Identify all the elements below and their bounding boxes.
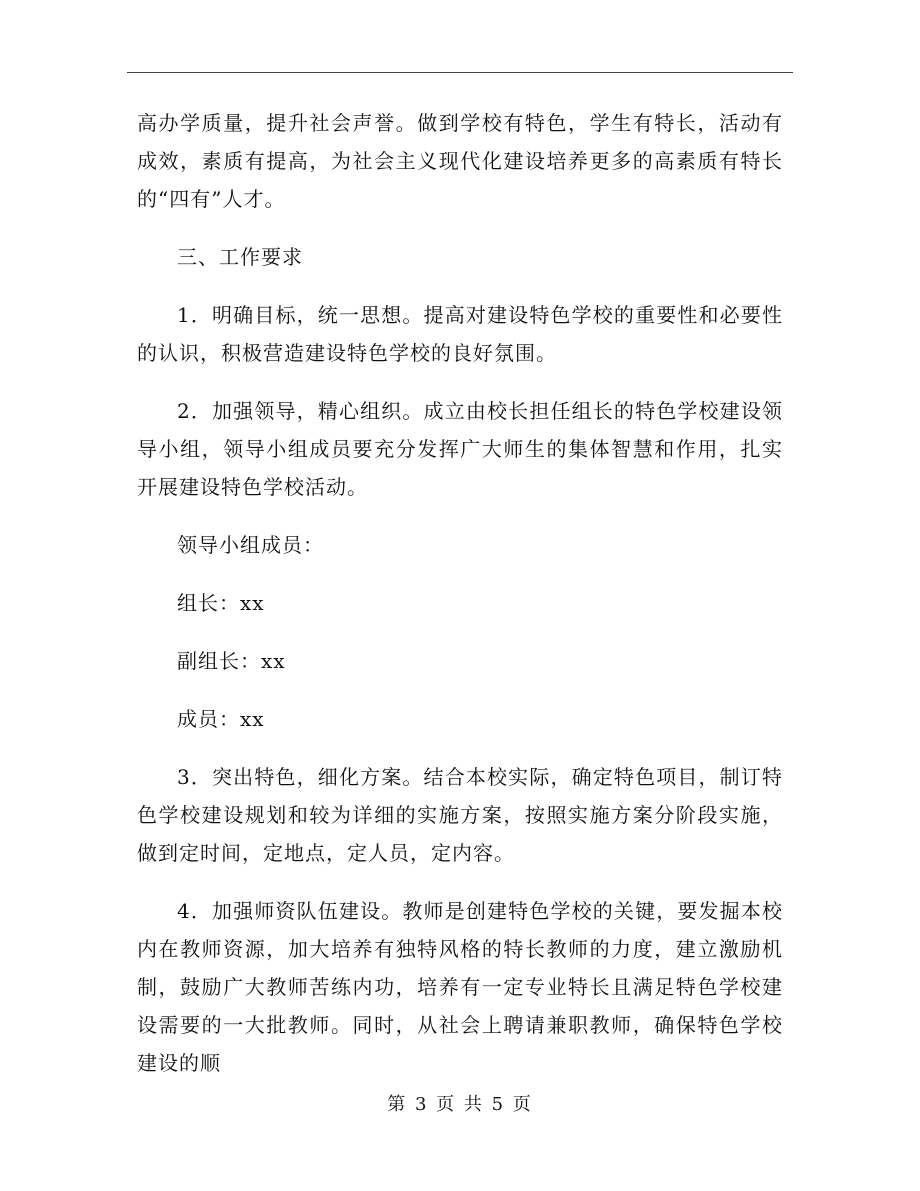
- section-heading: 三、工作要求: [177, 245, 303, 269]
- paragraph-requirement-3: 3．突出特色，细化方案。结合本校实际，确定特色项目，制订特色学校建设规划和较为详细的实施方案，按照实施方案分阶段实施，做到定时间，定地点，定人员，定内容。: [137, 765, 783, 865]
- team-members-label: 领导小组成员：: [177, 533, 324, 557]
- paragraph-requirement-2: 2．加强领导，精心组织。成立由校长担任组长的特色学校建设领导小组，领导小组成员要充分发挥广大师生的集体智慧和作用，扎实开展建设特色学校活动。: [137, 399, 783, 499]
- page-number: 第 3 页 共 5 页: [387, 1094, 533, 1115]
- team-member: 成员：xx: [177, 707, 265, 731]
- paragraph-requirement-1: 1．明确目标，统一思想。提高对建设特色学校的重要性和必要性的认识，积极营造建设特色学校的良好氛围。: [137, 303, 783, 365]
- paragraph-1: 高办学质量，提升社会声誉。做到学校有特色，学生有特长，活动有成效，素质有提高，为社会主义现代化建设培养更多的高素质有特长的“四有”人才。: [137, 111, 783, 211]
- team-leader: 组长：xx: [177, 591, 265, 615]
- paragraph-requirement-4: 4．加强师资队伍建设。教师是创建特色学校的关键，要发掘本校内在教师资源，加大培养有独特风格的特长教师的力度，建立激励机制，鼓励广大教师苦练内功，培养有一定专业特长且满足特色学校建设需要的一大批教师。同时，从社会上聘请兼职教师，确保特色学校建设的顺: [137, 899, 783, 1075]
- team-deputy-leader: 副组长：xx: [177, 649, 286, 673]
- header-rule: [127, 72, 793, 73]
- document-body: [137, 104, 783, 1082]
